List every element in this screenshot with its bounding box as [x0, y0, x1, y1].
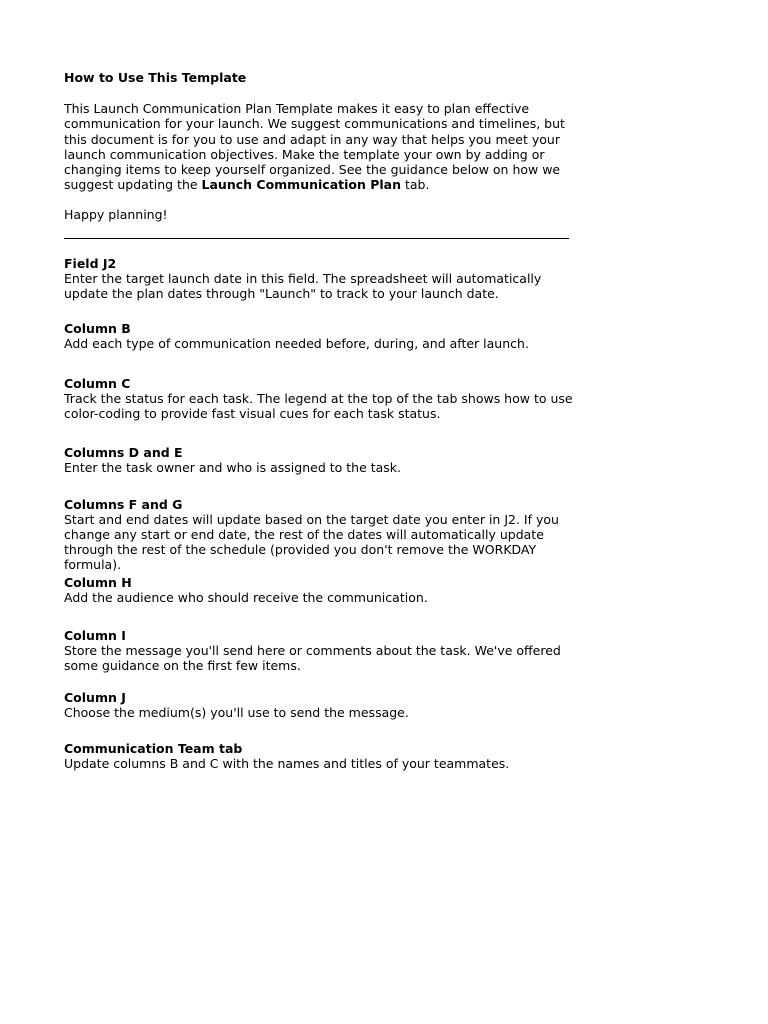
- section-columns-f-g: [64, 497, 574, 573]
- document-title: How to Use This Template: [64, 70, 247, 85]
- section-column-j: [64, 690, 574, 720]
- closing-line: Happy planning!: [64, 207, 168, 223]
- section-heading: Column B: [64, 321, 131, 337]
- section-columns-d-e: [64, 445, 574, 475]
- intro-text-after: tab.: [401, 177, 430, 193]
- section-heading: Field J2: [64, 255, 117, 271]
- section-heading: Column I: [64, 628, 126, 644]
- section-body: Enter the task owner and who is assigned to the task.: [64, 460, 402, 476]
- section-body: Add each type of communication needed before, during, and after launch.: [64, 336, 529, 352]
- section-body: Add the audience who should receive the communication.: [64, 589, 428, 605]
- document-content: [64, 70, 574, 772]
- section-heading: Columns F and G: [64, 496, 183, 512]
- section-column-b: [64, 321, 574, 351]
- section-communication-team-tab: [64, 741, 574, 771]
- section-heading: Column C: [64, 375, 131, 391]
- section-body: Enter the target launch date in this field. The spreadsheet will automatically update the plan dates through "Launch" to track to your launch date.: [64, 270, 542, 302]
- section-body: Track the status for each task. The legend at the top of the tab shows how to use color-coding to provide fast visual cues for each task status.: [64, 390, 573, 422]
- section-body: Choose the medium(s) you'll use to send the message.: [64, 704, 409, 720]
- section-body: Update columns B and C with the names and titles of your teammates.: [64, 756, 510, 772]
- section-column-h: [64, 575, 574, 605]
- section-heading: Column J: [64, 689, 126, 705]
- section-heading: Communication Team tab: [64, 741, 243, 757]
- section-divider: [64, 238, 569, 239]
- section-body: Start and end dates will update based on the target date you enter in J2. If you change any start or end date, the rest of the dates will automatically update through the rest of the schedule (provided you don't remove the WORKDAY formula).: [64, 511, 559, 573]
- section-heading: Column H: [64, 574, 132, 590]
- section-body: Store the message you'll send here or comments about the task. We've offered some guidance on the first few items.: [64, 643, 561, 674]
- intro-paragraph: [64, 101, 574, 192]
- intro-text-before: This Launch Communication Plan Template makes it easy to plan effective communication for your launch. We suggest communications and timelines, but this document is for you to use and adapt in any way that helps you meet your launch communication objectives. Make the template your own by adding or changing items to keep yourself organized. See the guidance below on how we suggest updating the: [64, 101, 565, 193]
- section-field-j2: [64, 256, 574, 302]
- intro-bold-tab-name: Launch Communication Plan: [201, 177, 402, 193]
- section-heading: Columns D and E: [64, 445, 183, 461]
- section-column-c: [64, 376, 574, 422]
- section-column-i: [64, 628, 574, 674]
